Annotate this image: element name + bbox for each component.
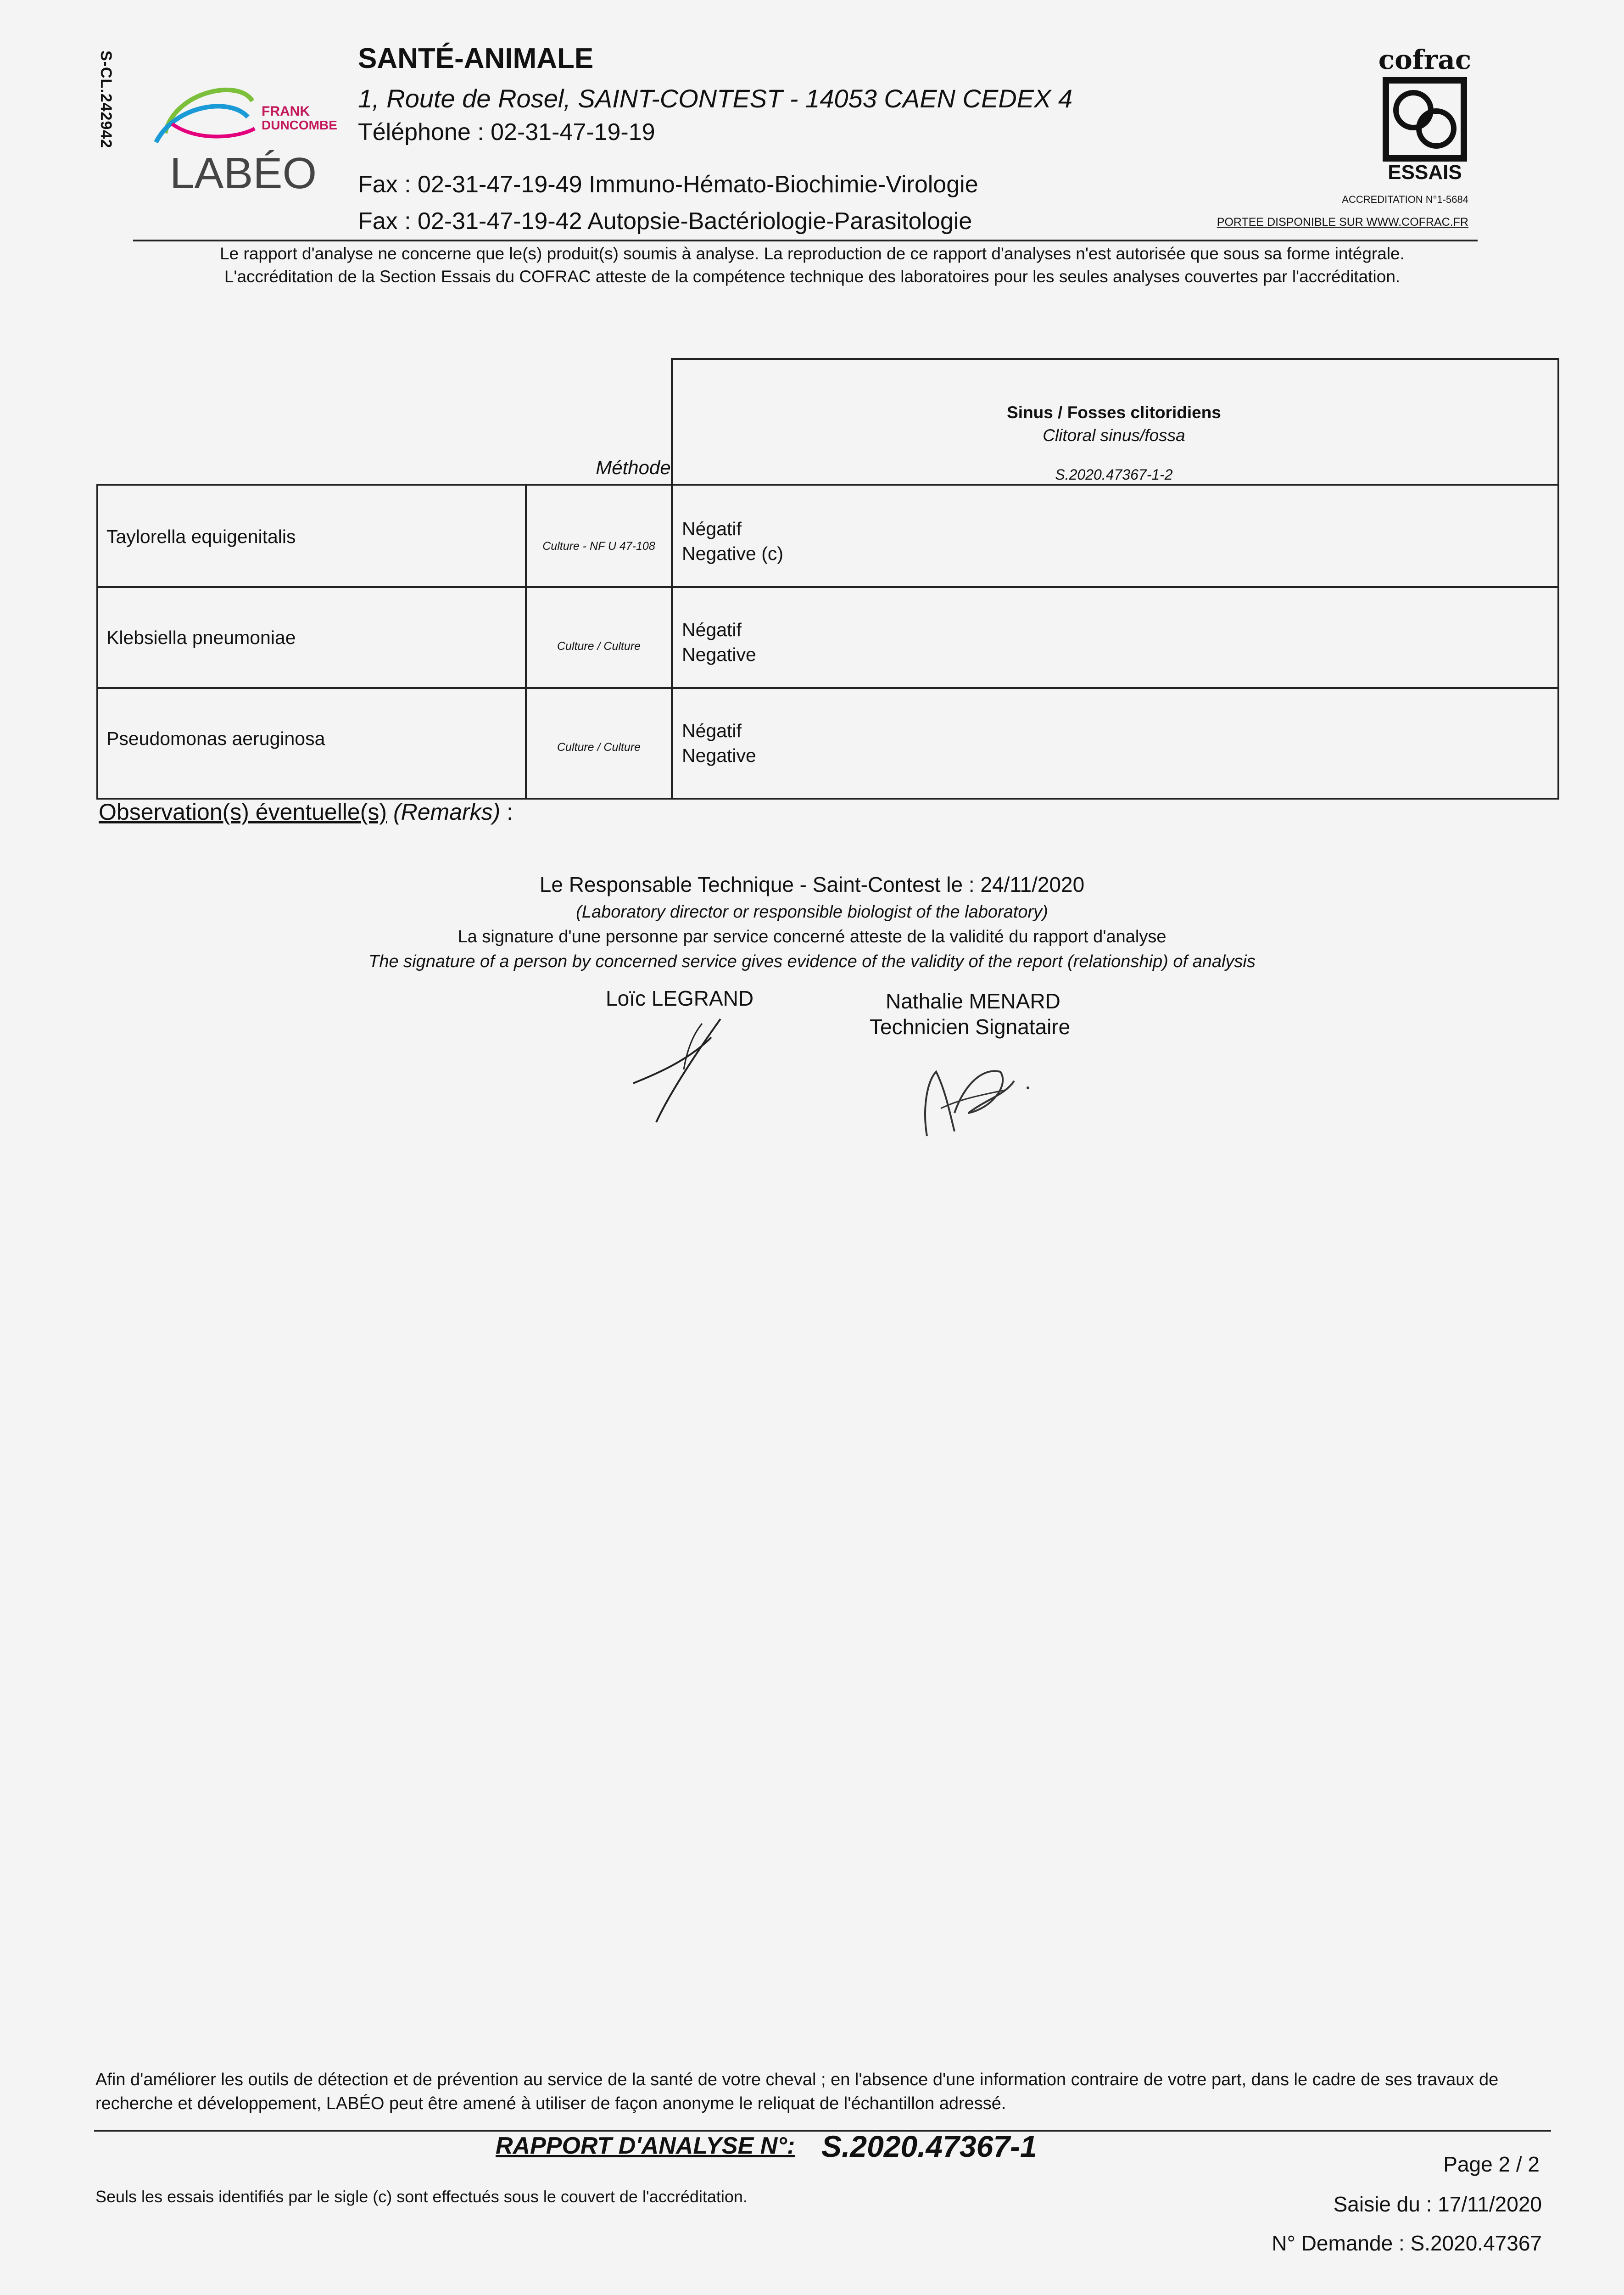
method-header: Méthode	[596, 457, 671, 478]
header-divider	[133, 240, 1478, 241]
disclaimer-accreditation: L'accréditation de la Section Essais du COFRAC atteste de la compétence technique des laboratoires pour les seules analyses couvertes par l'accréditation.	[224, 267, 1401, 286]
sample-title: Sinus / Fosses clitoridiens	[1007, 403, 1221, 422]
logo-sub-line2: DUNCOMBE	[262, 118, 337, 132]
cofrac-label: ESSAIS	[1388, 161, 1462, 184]
page-number: Page 2 / 2	[1443, 2152, 1540, 2176]
remarks-suffix: :	[500, 799, 513, 825]
signer2-title: Technicien Signataire	[870, 1015, 1071, 1039]
portee-link[interactable]: PORTEE DISPONIBLE SUR WWW.COFRAC.FR	[1217, 216, 1468, 229]
signature-1-image	[629, 1010, 734, 1129]
sample-id: S.2020.47367-1-2	[1055, 466, 1173, 483]
signature-note: La signature d'une personne par service concerné atteste de la validité du rapport d'analyse	[458, 927, 1166, 946]
responsible-line: Le Responsable Technique - Saint-Contest le : 24/11/2020	[539, 873, 1085, 896]
labeo-logo	[147, 73, 340, 197]
side-code: S-CL.242942	[97, 50, 115, 149]
accreditation-number: ACCREDITATION N°1-5684	[1342, 194, 1468, 205]
result-en: Negative	[682, 745, 756, 766]
footer-notice: Afin d'améliorer les outils de détection et de prévention au service de la santé de votre cheval ; en l'absence d'une information contraire de votre part, dans le cadre de ses travaux de recherche et développement, LABÉO peut être amené à utiliser de façon anonyme le reliquat de l'échantillon adressé.	[95, 2070, 1499, 2113]
saisie-date: Saisie du : 17/11/2020	[1333, 2192, 1542, 2216]
table-row-method: Culture / Culture	[557, 640, 641, 653]
sample-subtitle: Clitoral sinus/fossa	[1043, 426, 1185, 445]
table-row-parameter: Pseudomonas aeruginosa	[106, 728, 325, 749]
org-name: SANTÉ-ANIMALE	[358, 43, 594, 74]
cofrac-logo	[1372, 41, 1478, 184]
fax-immuno: Fax : 02-31-47-19-49 Immuno-Hémato-Biochimie-Virologie	[358, 171, 978, 198]
table-row-parameter: Klebsiella pneumoniae	[106, 627, 296, 648]
table-row-method: Culture - NF U 47-108	[542, 540, 655, 553]
result-fr: Négatif	[682, 619, 742, 640]
result-en: Negative (c)	[682, 543, 784, 564]
table-row-result	[682, 516, 783, 566]
phone: Téléphone : 02-31-47-19-19	[358, 119, 655, 146]
logo-sub-line1: FRANK	[262, 104, 310, 119]
table-row-parameter: Taylorella equigenitalis	[106, 526, 296, 547]
table-row-result	[682, 617, 756, 667]
signature-2-image	[913, 1044, 1042, 1145]
table-row-method: Culture / Culture	[557, 741, 641, 754]
signature-note-en: The signature of a person by concerned service gives evidence of the validity of the report (relationship) of analysis	[368, 952, 1256, 971]
result-fr: Négatif	[682, 518, 742, 539]
signer2-name: Nathalie MENARD	[886, 989, 1060, 1013]
disclaimer-reproduction: Le rapport d'analyse ne concerne que le(s) produit(s) soumis à analyse. La reproduction de ce rapport d'analyses n'est autorisée que sous sa forme intégrale.	[220, 244, 1405, 263]
responsible-line-en: (Laboratory director or responsible biologist of the laboratory)	[576, 902, 1048, 922]
report-label: RAPPORT D'ANALYSE N°:	[496, 2133, 795, 2159]
cofrac-brand: cofrac	[1378, 44, 1472, 75]
remarks-label: Observation(s) éventuelle(s)	[99, 799, 387, 825]
result-en: Negative	[682, 644, 756, 665]
demande-number: N° Demande : S.2020.47367	[1272, 2231, 1542, 2255]
signer1-name: Loïc LEGRAND	[606, 986, 754, 1010]
result-fr: Négatif	[682, 720, 742, 741]
address: 1, Route de Rosel, SAINT-CONTEST - 14053 CAEN CEDEX 4	[358, 84, 1073, 113]
remarks	[99, 799, 513, 825]
logo-brand: LABÉO	[170, 149, 317, 197]
table-row-result	[682, 718, 756, 768]
accreditation-note: Seuls les essais identifiés par le sigle (c) sont effectués sous le couvert de l'accréditation.	[95, 2187, 748, 2206]
remarks-label-en: (Remarks)	[393, 799, 501, 825]
report-number: S.2020.47367-1	[821, 2129, 1037, 2163]
fax-autopsie: Fax : 02-31-47-19-42 Autopsie-Bactériologie-Parasitologie	[358, 208, 972, 235]
